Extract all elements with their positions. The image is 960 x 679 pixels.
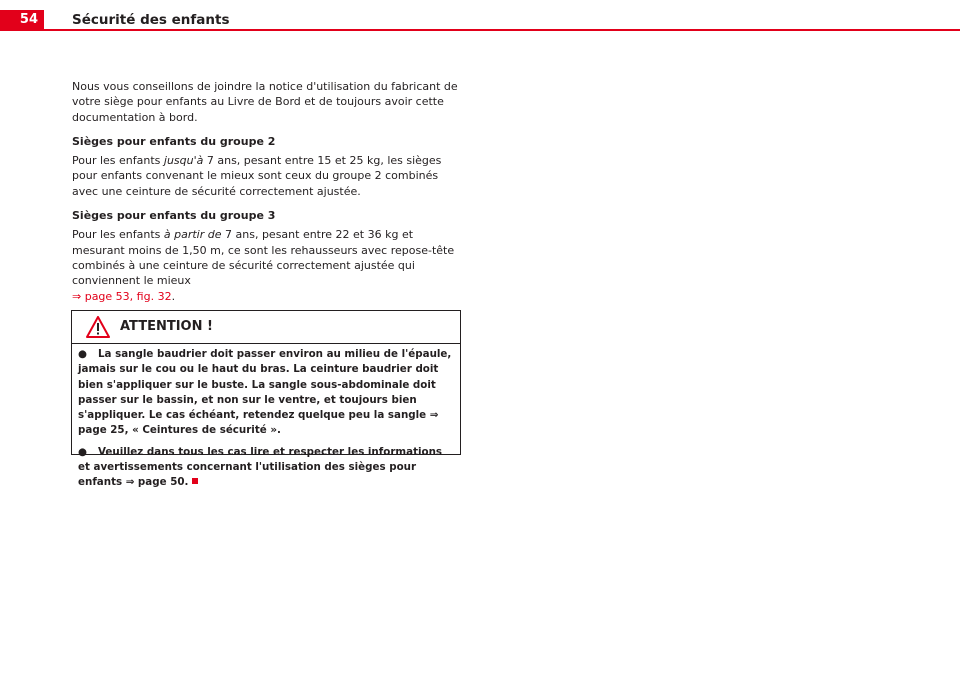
- warning-bullet-2-text: Veuillez dans tous les cas lire et respecter les informations et avertissements concernant l'utilisation des sièges pour enfants: [78, 445, 443, 489]
- warning-bullet-1-text: La sangle baudrier doit passer environ au milieu de l'épaule, jamais sur le cou ou le haut du bras. La ceinture baudrier doit bien s'appliquer sur le buste. La sangle sous-abdominale doit passer sur le bassin, et non sur le ventre, et toujours bien s'appliquer. Le cas échéant, retendez quelque peu la sangle: [78, 348, 452, 422]
- group3-paragraph: [72, 227, 464, 303]
- bullet-icon: ●: [78, 348, 87, 360]
- intro-paragraph: Nous vous conseillons de joindre la notice d'utilisation du fabricant de votre siège pour enfants au Livre de Bord et de toujours avoir cette documentation à bord.: [72, 80, 458, 124]
- group2-italic: jusqu'à: [163, 154, 204, 168]
- page-25-link[interactable]: ⇒ page 25, « Ceintures de sécurité ».: [78, 409, 439, 437]
- group2-text-after: 7 ans, pesant entre 15 et 25 kg, les sièges pour enfants convenant le mieux sont ceux du groupe 2 combinés avec une ceinture de sécurité correctement ajustée.: [72, 154, 442, 198]
- group3-italic: à partir de: [163, 228, 222, 242]
- page-title: Sécurité des enfants: [72, 12, 230, 28]
- bullet-icon: ●: [78, 445, 87, 458]
- warning-bullet-1: [78, 347, 454, 439]
- warning-triangle-icon: [86, 316, 110, 338]
- page-50-link[interactable]: ⇒ page 50.: [125, 476, 189, 489]
- end-mark-icon: [192, 478, 198, 484]
- warning-header: [72, 311, 460, 344]
- main-content: [72, 79, 464, 313]
- warning-box: [71, 310, 461, 489]
- warning-body: [72, 344, 460, 491]
- group2-text-before: Pour les enfants: [72, 154, 164, 168]
- page-number: 54: [0, 10, 44, 30]
- page-53-link[interactable]: ⇒ page 53, fig. 32: [72, 289, 172, 303]
- group3-text-after: 7 ans, pesant entre 22 et 36 kg et mesurant moins de 1,50 m, ce sont les rehausseurs avec repose-tête combinés à une ceinture de sécurité correctement ajustée qui conviennent le mieux: [72, 228, 455, 288]
- header-rule: [0, 29, 960, 31]
- group3-heading: Sièges pour enfants du groupe 3: [72, 209, 276, 223]
- warning-bullet-2: [78, 445, 454, 491]
- group3-text-before: Pour les enfants: [72, 228, 164, 242]
- group3-text-end: .: [171, 289, 176, 303]
- page-header: [0, 0, 960, 31]
- group2-heading: Sièges pour enfants du groupe 2: [72, 134, 276, 148]
- group2-paragraph: [72, 153, 464, 199]
- warning-title: ATTENTION !: [120, 319, 213, 334]
